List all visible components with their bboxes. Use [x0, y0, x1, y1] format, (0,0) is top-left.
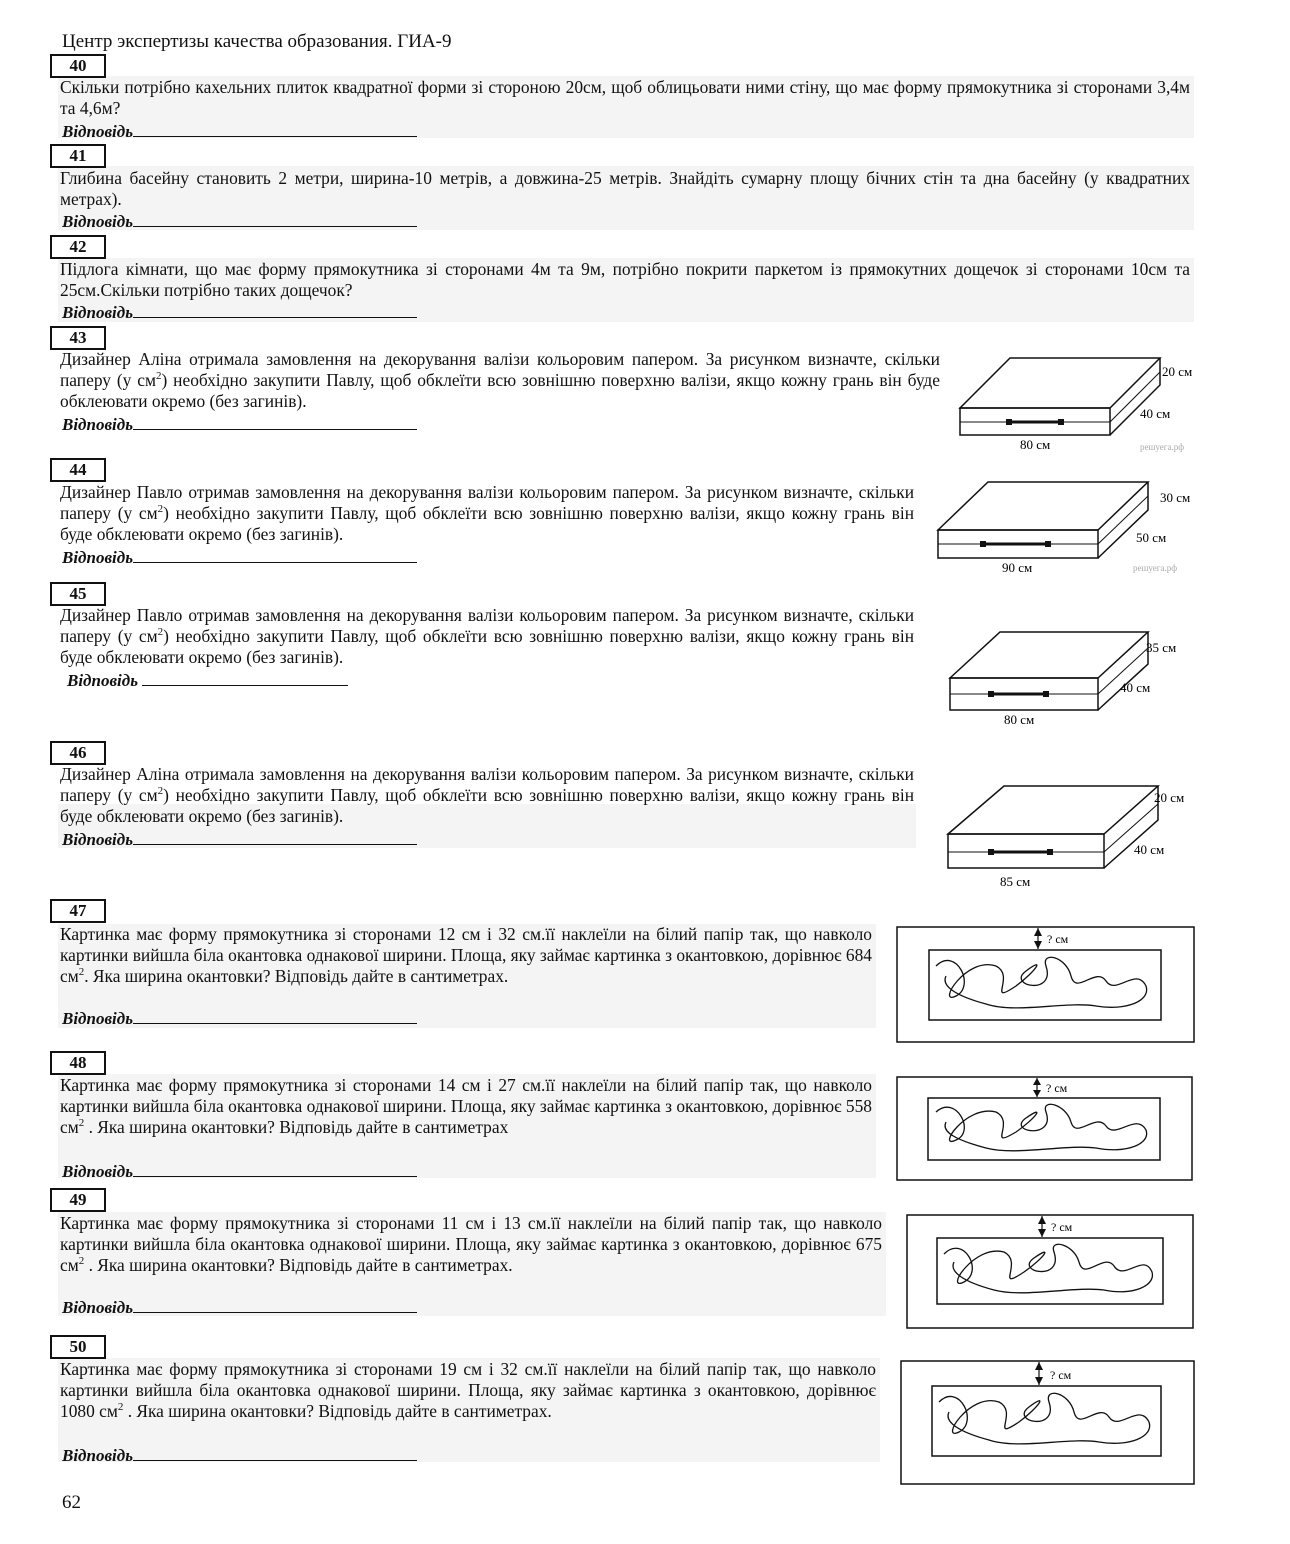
answer-label: Відповідь — [62, 1009, 133, 1028]
task-text: Скільки потрібно кахельних плиток квадратної форми зі стороною 20см, щоб облицьовати ними стіну, що має форму прямокутника зі сторонами 3,4м та 4,6м? — [60, 77, 1190, 118]
answer-field[interactable] — [62, 413, 417, 435]
answer-field[interactable] — [62, 1444, 417, 1466]
task-text: Дизайнер Павло отримав замовлення на декорування валізи кольоровим папером. За рисунком визначте, скільки паперу (у $см^2$) необхідно закупити Павлу, щоб обклеїти всю зовнішню поверхню валізи, якщо кожну грань він буде обклеювати окремо (без загинів). — [60, 482, 914, 544]
task-text: Картинка має форму прямокутника зі сторонами 12 см і 32 см.її наклеїли на білий папір так, що навколо картинки вийшла біла окантовка однакової ширини. Площа, яку займає картинка з окантовкою, дорівнює 684 $см^2$. Яка ширина окантовки? Відповідь дайте в сантиметрах. — [60, 924, 872, 986]
height-label: 20 см — [1154, 790, 1185, 805]
task-text: Глибина басейну становить 2 метри, ширина-10 метрів, а довжина-25 метрів. Знайдіть сумарну площу бічних стін та дна басейну (у квадратних метрах). — [60, 168, 1190, 209]
task-text: Дизайнер Павло отримав замовлення на декорування валізи кольоровим папером. За рисунком визначте, скільки паперу (у $см^2$) необхідно закупити Павлу, щоб обклеїти всю зовнішню поверхню валізи, якщо кожну грань він буде обклеювати окремо (без загинів). — [60, 605, 914, 667]
width-label: 40 см — [1120, 680, 1151, 695]
border-width-label: ? см — [1047, 932, 1069, 946]
answer-label: Відповідь — [62, 1298, 133, 1317]
answer-label: Відповідь — [62, 830, 133, 849]
watermark: решуега.рф — [1140, 442, 1185, 452]
bordered-picture-figure — [896, 1076, 1196, 1182]
border-width-label: ? см — [1050, 1368, 1072, 1382]
task-number: 42 — [50, 235, 106, 259]
answer-label: Відповідь — [62, 212, 133, 231]
task-number: 46 — [50, 741, 106, 765]
answer-label: Відповідь — [62, 1446, 133, 1465]
answer-label: Відповідь — [62, 303, 133, 322]
task-number: 41 — [50, 144, 106, 168]
task-number: 48 — [50, 1051, 106, 1075]
task-text: Картинка має форму прямокутника зі сторонами 19 см і 32 см.її наклеїли на білий папір так, що навколо картинки вийшла біла окантовка однакової ширини. Площа, яку займає картинка з окантовкою, дорівнює 1080 $см^2$ . Яка ширина окантовки? Відповідь дайте в сантиметрах. — [60, 1359, 876, 1421]
length-label: 85 см — [1000, 874, 1031, 889]
task-number: 47 — [50, 899, 106, 923]
task-number: 40 — [50, 54, 106, 78]
height-label: 35 см — [1146, 640, 1177, 655]
width-label: 40 см — [1140, 406, 1171, 421]
border-width-label: ? см — [1046, 1081, 1068, 1095]
suitcase-figure — [950, 352, 1210, 452]
suitcase-figure — [938, 782, 1208, 892]
task-text: Дизайнер Аліна отримала замовлення на декорування валізи кольоровим папером. За рисунком визначте, скільки паперу (у $см^2$) необхідно закупити Павлу, щоб обклеїти всю зовнішню поверхню валізи, якщо кожну грань він буде обклеювати окремо (без загинів). — [60, 764, 914, 826]
task-number: 43 — [50, 326, 106, 350]
task-text: Картинка має форму прямокутника зі сторонами 14 см і 27 см.її наклеїли на білий папір так, що навколо картинки вийшла біла окантовка однакової ширини. Площа, яку займає картинка з окантовкою, дорівнює 558 $см^2$ . Яка ширина окантовки? Відповідь дайте в сантиметрах — [60, 1075, 872, 1137]
answer-field[interactable] — [67, 669, 348, 691]
height-label: 20 см — [1162, 364, 1193, 379]
border-width-label: ? см — [1051, 1220, 1073, 1234]
answer-field[interactable] — [62, 828, 417, 850]
answer-label: Відповідь — [62, 1162, 133, 1181]
answer-field[interactable] — [62, 1007, 417, 1029]
answer-label: Відповідь — [62, 415, 133, 434]
suitcase-figure — [940, 628, 1200, 730]
height-label: 30 см — [1160, 490, 1191, 505]
watermark: решуега.рф — [1133, 563, 1178, 573]
bordered-picture-figure — [900, 1360, 1196, 1486]
answer-field[interactable] — [62, 1160, 417, 1182]
length-label: 80 см — [1020, 437, 1051, 452]
task-number: 49 — [50, 1188, 106, 1212]
task-text: Підлога кімнати, що має форму прямокутника зі сторонами 4м та 9м, потрібно покрити паркетом із прямокутних дощечок зі сторонами 10см та 25см.Скільки потрібно таких дощечок? — [60, 259, 1190, 300]
answer-field[interactable] — [62, 1296, 417, 1318]
answer-field[interactable] — [62, 120, 417, 142]
task-text: Картинка має форму прямокутника зі сторонами 11 см і 13 см.її наклеїли на білий папір так, що навколо картинки вийшла біла окантовка однакової ширини. Площа, яку займає картинка з окантовкою, дорівнює 675 $см^2$ . Яка ширина окантовки? Відповідь дайте в сантиметрах. — [60, 1213, 882, 1275]
page-number: 62 — [62, 1492, 81, 1513]
answer-field[interactable] — [62, 210, 417, 232]
answer-field[interactable] — [62, 301, 417, 323]
bordered-picture-figure — [906, 1214, 1196, 1330]
task-number: 45 — [50, 582, 106, 606]
answer-label: Відповідь — [62, 122, 133, 141]
width-label: 40 см — [1134, 842, 1165, 857]
length-label: 80 см — [1004, 712, 1035, 727]
answer-label: Відповідь — [67, 671, 138, 690]
answer-field[interactable] — [62, 546, 417, 568]
length-label: 90 см — [1002, 560, 1033, 575]
answer-label: Відповідь — [62, 548, 133, 567]
width-label: 50 см — [1136, 530, 1167, 545]
suitcase-figure — [928, 478, 1208, 578]
task-number: 50 — [50, 1335, 106, 1359]
task-number: 44 — [50, 458, 106, 482]
bordered-picture-figure — [896, 926, 1196, 1044]
page-header: Центр экспертизы качества образования. ГИА-9 — [62, 31, 452, 52]
task-text: Дизайнер Аліна отримала замовлення на декорування валізи кольоровим папером. За рисунком визначте, скільки паперу (у $см^2$) необхідно закупити Павлу, щоб обклеїти всю зовнішню поверхню валізи, якщо кожну грань він буде обклеювати окремо (без загинів). — [60, 349, 940, 411]
